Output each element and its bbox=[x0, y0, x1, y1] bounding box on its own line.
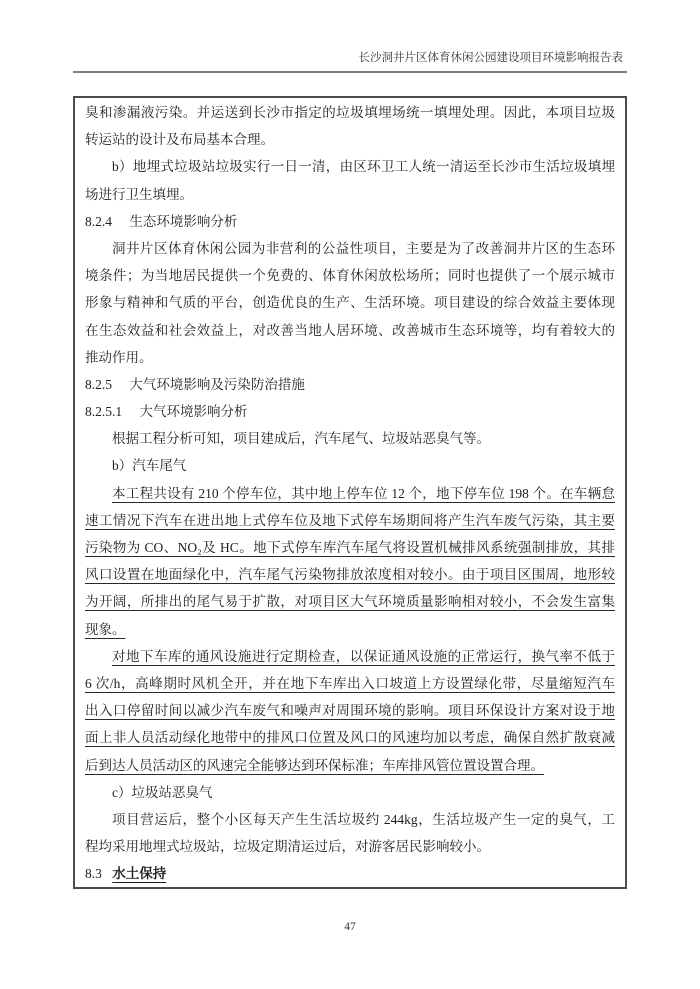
body-line: 洞井片区体育休闲公园为非营利的公益性项目，主要是为了改善洞井片区的生态环 bbox=[112, 240, 615, 256]
body-line: c）垃圾站恶臭气 bbox=[112, 784, 213, 800]
body-line: 后到达人员活动区的风速完全能够达到环保标准；车库排风管位置设置合理。 bbox=[85, 757, 544, 773]
running-header bbox=[73, 50, 627, 73]
body-line: 6 次/h，高峰期时风机全开，并在地下车库出入口坡道上方设置绿化带，尽量缩短汽车 bbox=[85, 675, 615, 691]
body-line: 形象与精神和气质的平台，创造优良的生产、生活环境。项目建设的综合效益主要体现 bbox=[85, 295, 615, 311]
body-line: 为开阔，所排出的尾气易于扩散，对项目区大气环境质量影响相对较小，不会发生富集 bbox=[85, 594, 615, 610]
page-footer bbox=[0, 921, 700, 933]
body-line: 境条件；为当地居民提供一个免费的、体育休闲放松场所；同时也提供了一个展示城市 bbox=[85, 268, 615, 284]
body-line: 污染物为 CO、NO₂及 HC。地下式停车库汽车尾气将设置机械排风系统强制排放，其排 bbox=[85, 540, 615, 555]
body-line: 速工情况下汽车在进出地上式停车位及地下式停车场期间将产生汽车废气污染，其主要 bbox=[85, 512, 615, 528]
body-line: 转运站的设计及布局基本合理。 bbox=[85, 132, 274, 148]
section-heading-8-2-5-1 bbox=[85, 398, 615, 425]
body-line: 根据工程分析可知，项目建成后，汽车尾气、垃圾站恶臭气等。 bbox=[112, 431, 490, 447]
body-line: 对地下车库的通风设施进行定期检查，以保证通风设施的正常运行，换气率不低于 bbox=[112, 648, 615, 664]
body-line: 现象。 bbox=[85, 621, 126, 637]
section-title: 大气环境影响及污染防治措施 bbox=[129, 376, 305, 392]
body-line: 在生态效益和社会效益上，对改善当地人居环境、改善城市生态环境等，均有着较大的 bbox=[85, 322, 615, 338]
body-line: b）地埋式垃圾站垃圾实行一日一清，由区环卫工人统一清运至长沙市生活垃圾填埋 bbox=[112, 159, 615, 175]
body-line: 出入口停留时间以减少汽车废气和噪声对周围环境的影响。项目环保设计方案对设于地 bbox=[85, 703, 615, 719]
body-line: 面上非人员活动绿化地带中的排风口位置及风口的风速均加以考虑，确保自然扩散衰减 bbox=[85, 730, 615, 746]
section-heading-8-2-4 bbox=[85, 208, 615, 235]
body-line: b）汽车尾气 bbox=[112, 458, 187, 474]
body-line: 臭和渗漏液污染。并运送到长沙市指定的垃圾填埋场统一填埋处理。因此，本项目垃圾 bbox=[85, 105, 615, 120]
content-box bbox=[73, 96, 627, 889]
body-line: 风口设置在地面绿化中，汽车尾气污染物排放浓度相对较小。由于项目区围周，地形较 bbox=[85, 567, 615, 583]
document-title: 长沙洞井片区体育休闲公园建设项目环境影响报告表 bbox=[358, 52, 623, 64]
section-heading-8-2-5 bbox=[85, 371, 615, 398]
section-number: 8.3 bbox=[85, 866, 102, 882]
section-heading-8-3 bbox=[85, 860, 615, 887]
body-line: 项目营运后，整个小区每天产生生活垃圾约 244kg，生活垃圾产生一定的臭气，工 bbox=[112, 811, 615, 827]
body-line: 本工程共设有 210 个停车位，其中地上停车位 12 个，地下停车位 198 个。在车辆怠 bbox=[112, 485, 615, 501]
section-title: 水土保持 bbox=[112, 866, 167, 882]
body-line: 程均采用地埋式垃圾站，垃圾定期清运过后，对游客居民影响较小。 bbox=[85, 839, 490, 855]
section-number: 8.2.5.1 bbox=[85, 404, 123, 420]
section-number: 8.2.5 bbox=[85, 376, 112, 392]
section-number: 8.2.4 bbox=[85, 213, 112, 229]
body-line: 推动作用。 bbox=[85, 349, 153, 365]
page-number: 47 bbox=[344, 921, 356, 933]
section-title: 生态环境影响分析 bbox=[129, 213, 238, 229]
header-rule bbox=[73, 71, 627, 73]
section-title: 大气环境影响分析 bbox=[139, 404, 248, 420]
body-line: 场进行卫生填埋。 bbox=[85, 186, 193, 202]
